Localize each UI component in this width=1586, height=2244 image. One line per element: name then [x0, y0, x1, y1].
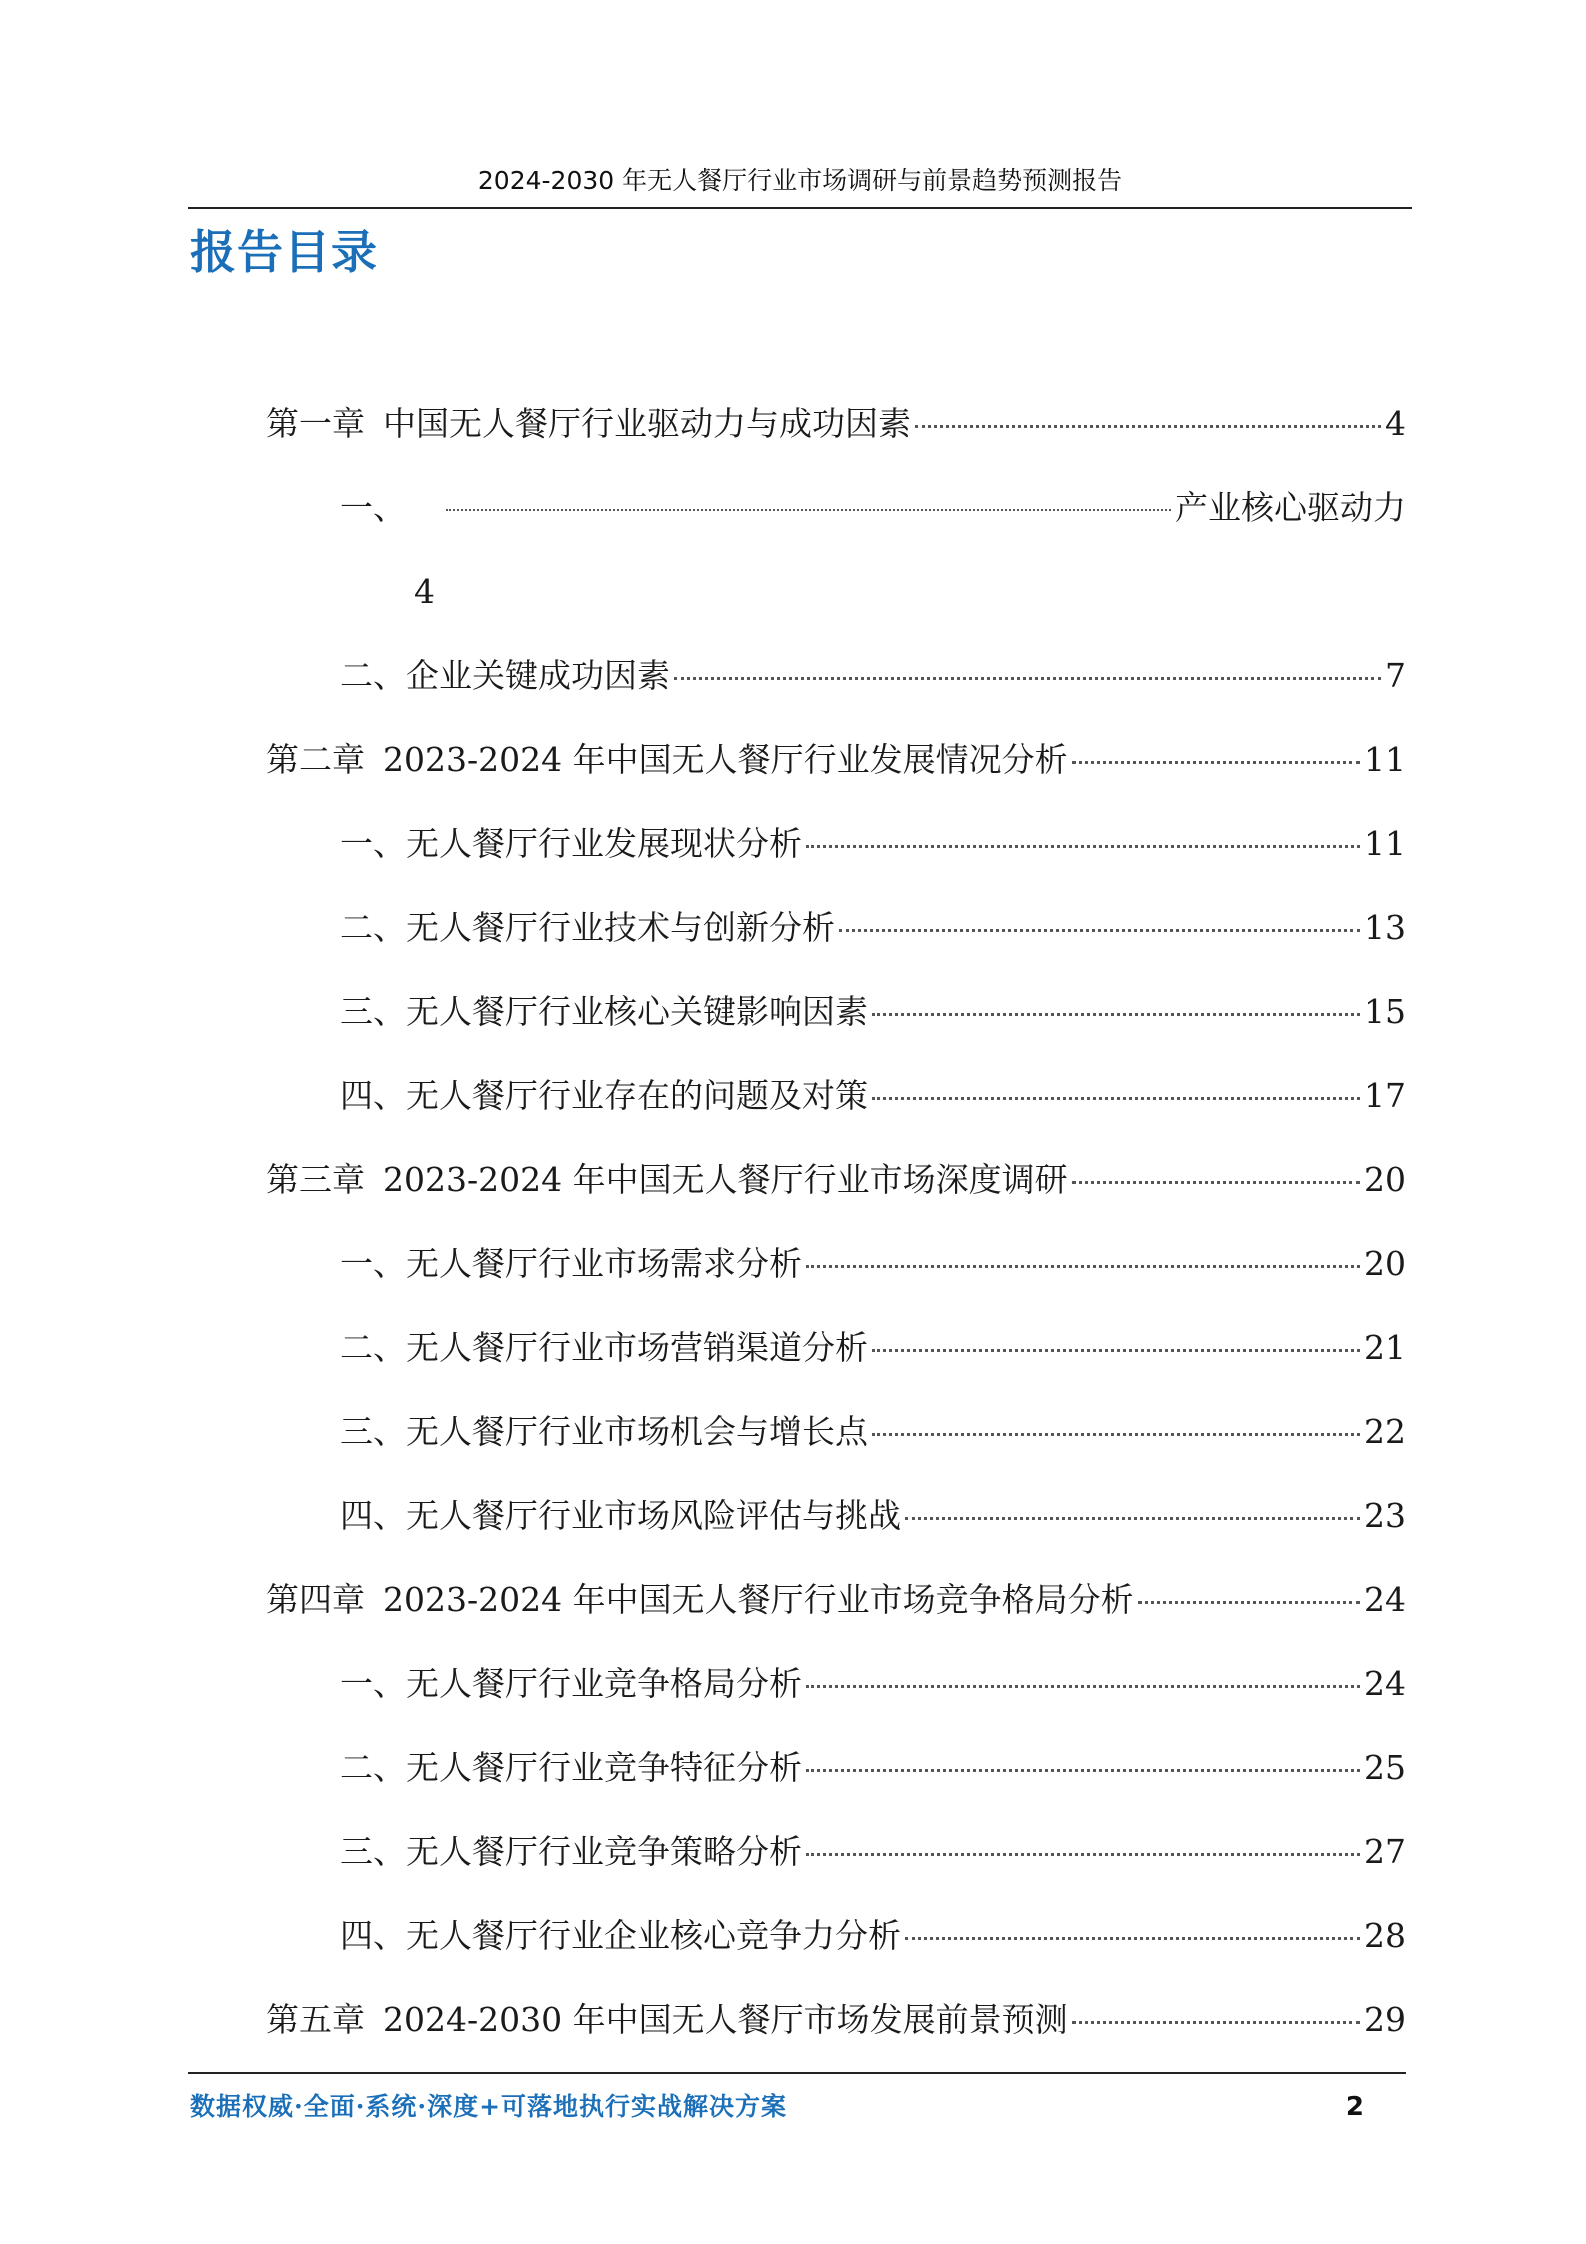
toc-entry-number: 一、	[340, 488, 406, 527]
toc-entry-title: 产业核心驱动力	[1175, 488, 1406, 527]
toc-entry-page: 4	[414, 572, 435, 611]
toc-entry-number: 一、	[340, 1664, 406, 1703]
toc-entry-number: 四、	[340, 1496, 406, 1535]
toc-entry-section-4-1[interactable]	[340, 1662, 1406, 1706]
dot-leader	[446, 509, 1171, 511]
toc-entry-page: 25	[1364, 1748, 1406, 1787]
dot-leader	[905, 1937, 1360, 1940]
toc-entry-chapter-2[interactable]	[266, 738, 1406, 782]
dot-leader	[806, 845, 1360, 848]
toc-entry-number: 第四章	[266, 1580, 365, 1619]
toc-entry-title: 无人餐厅行业企业核心竞争力分析	[406, 1916, 901, 1955]
toc-entry-number: 一、	[340, 824, 406, 863]
toc-entry-page: 7	[1385, 656, 1406, 695]
toc-entry-title: 中国无人餐厅行业驱动力与成功因素	[383, 404, 911, 443]
toc-entry-title: 无人餐厅行业存在的问题及对策	[406, 1076, 868, 1115]
toc-entry-section-3-2[interactable]	[340, 1326, 1406, 1370]
toc-entry-page: 15	[1364, 992, 1406, 1031]
toc-entry-page: 27	[1364, 1832, 1406, 1871]
toc-entry-number: 四、	[340, 1916, 406, 1955]
dot-leader	[1072, 2021, 1360, 2024]
toc-entry-page: 29	[1364, 2000, 1406, 2039]
toc-entry-page: 20	[1364, 1160, 1406, 1199]
toc-entry-number: 三、	[340, 992, 406, 1031]
toc-entry-title: 2023-2024 年中国无人餐厅行业市场深度调研	[383, 1160, 1068, 1199]
toc-entry-section-4-2[interactable]	[340, 1746, 1406, 1790]
dot-leader	[806, 1853, 1360, 1856]
toc-entry-number: 四、	[340, 1076, 406, 1115]
toc-entry-section-4-3[interactable]	[340, 1830, 1406, 1874]
toc-entry-section-1-1[interactable]	[340, 486, 1406, 530]
toc-entry-title: 无人餐厅行业市场需求分析	[406, 1244, 802, 1283]
toc-entry-title: 2024-2030 年中国无人餐厅市场发展前景预测	[383, 2000, 1068, 2039]
toc-entry-chapter-5[interactable]	[266, 1998, 1406, 2042]
dot-leader	[806, 1769, 1360, 1772]
dot-leader	[915, 425, 1381, 428]
dot-leader	[806, 1685, 1360, 1688]
toc-entry-title: 无人餐厅行业市场风险评估与挑战	[406, 1496, 901, 1535]
toc-entry-section-2-3[interactable]	[340, 990, 1406, 1034]
toc-entry-number: 第五章	[266, 2000, 365, 2039]
dot-leader	[872, 1097, 1360, 1100]
toc-entry-number: 二、	[340, 1328, 406, 1367]
toc-entry-title: 无人餐厅行业竞争特征分析	[406, 1748, 802, 1787]
toc-entry-page: 17	[1364, 1076, 1406, 1115]
toc-entry-page: 24	[1364, 1580, 1406, 1619]
dot-leader	[872, 1013, 1360, 1016]
toc-entry-page: 24	[1364, 1664, 1406, 1703]
toc-entry-title: 2023-2024 年中国无人餐厅行业市场竞争格局分析	[383, 1580, 1134, 1619]
toc-entry-page: 28	[1364, 1916, 1406, 1955]
toc-entry-page: 21	[1364, 1328, 1406, 1367]
toc-entry-section-2-1[interactable]	[340, 822, 1406, 866]
toc-entry-title: 企业关键成功因素	[406, 656, 670, 695]
toc-entry-title: 无人餐厅行业发展现状分析	[406, 824, 802, 863]
report-header-title: 2024-2030 年无人餐厅行业市场调研与前景趋势预测报告	[477, 166, 1123, 195]
toc-entry-page: 11	[1364, 740, 1406, 779]
dot-leader	[872, 1433, 1360, 1436]
toc-entry-title: 无人餐厅行业市场营销渠道分析	[406, 1328, 868, 1367]
toc-entry-page: 4	[1385, 404, 1406, 443]
toc-entry-section-4-4[interactable]	[340, 1914, 1406, 1958]
dot-leader	[905, 1517, 1360, 1520]
dot-leader	[1072, 1181, 1360, 1184]
toc-entry-page: 11	[1364, 824, 1406, 863]
dot-leader	[806, 1265, 1360, 1268]
toc-entry-page: 22	[1364, 1412, 1406, 1451]
dot-leader	[839, 929, 1360, 932]
toc-entry-number: 二、	[340, 656, 406, 695]
toc-entry-title: 无人餐厅行业市场机会与增长点	[406, 1412, 868, 1451]
dot-leader	[872, 1349, 1360, 1352]
toc-entry-chapter-4[interactable]	[266, 1578, 1406, 1622]
dot-leader	[1138, 1601, 1360, 1604]
toc-entry-number: 二、	[340, 1748, 406, 1787]
toc-entry-number: 一、	[340, 1244, 406, 1283]
toc-entry-number: 第三章	[266, 1160, 365, 1199]
footer-slogan: 数据权威·全面·系统·深度+可落地执行实战解决方案	[190, 2092, 788, 2121]
dot-leader	[674, 677, 1381, 680]
toc-entry-section-2-2[interactable]	[340, 906, 1406, 950]
toc-entry-title: 2023-2024 年中国无人餐厅行业发展情况分析	[383, 740, 1068, 779]
toc-title: 报告目录	[190, 225, 378, 279]
toc-entry-page: 23	[1364, 1496, 1406, 1535]
toc-entry-title: 无人餐厅行业核心关键影响因素	[406, 992, 868, 1031]
toc-entry-section-3-4[interactable]	[340, 1494, 1406, 1538]
toc-entry-chapter-1[interactable]	[266, 402, 1406, 446]
toc-entry-number: 二、	[340, 908, 406, 947]
dot-leader	[1072, 761, 1360, 764]
footer-page-number: 2	[1345, 2092, 1364, 2122]
toc-entry-number: 第一章	[266, 404, 365, 443]
footer-divider	[188, 2072, 1406, 2074]
toc-entry-number: 三、	[340, 1832, 406, 1871]
toc-entry-number: 第二章	[266, 740, 365, 779]
toc-entry-chapter-3[interactable]	[266, 1158, 1406, 1202]
toc-entry-page: 20	[1364, 1244, 1406, 1283]
toc-entry-page: 13	[1364, 908, 1406, 947]
toc-entry-title: 无人餐厅行业竞争格局分析	[406, 1664, 802, 1703]
toc-entry-title: 无人餐厅行业竞争策略分析	[406, 1832, 802, 1871]
toc-entry-section-3-3[interactable]	[340, 1410, 1406, 1454]
toc-entry-section-2-4[interactable]	[340, 1074, 1406, 1118]
toc-entry-title: 无人餐厅行业技术与创新分析	[406, 908, 835, 947]
toc-entry-number: 三、	[340, 1412, 406, 1451]
toc-entry-section-1-2[interactable]	[340, 654, 1406, 698]
toc-entry-section-3-1[interactable]	[340, 1242, 1406, 1286]
